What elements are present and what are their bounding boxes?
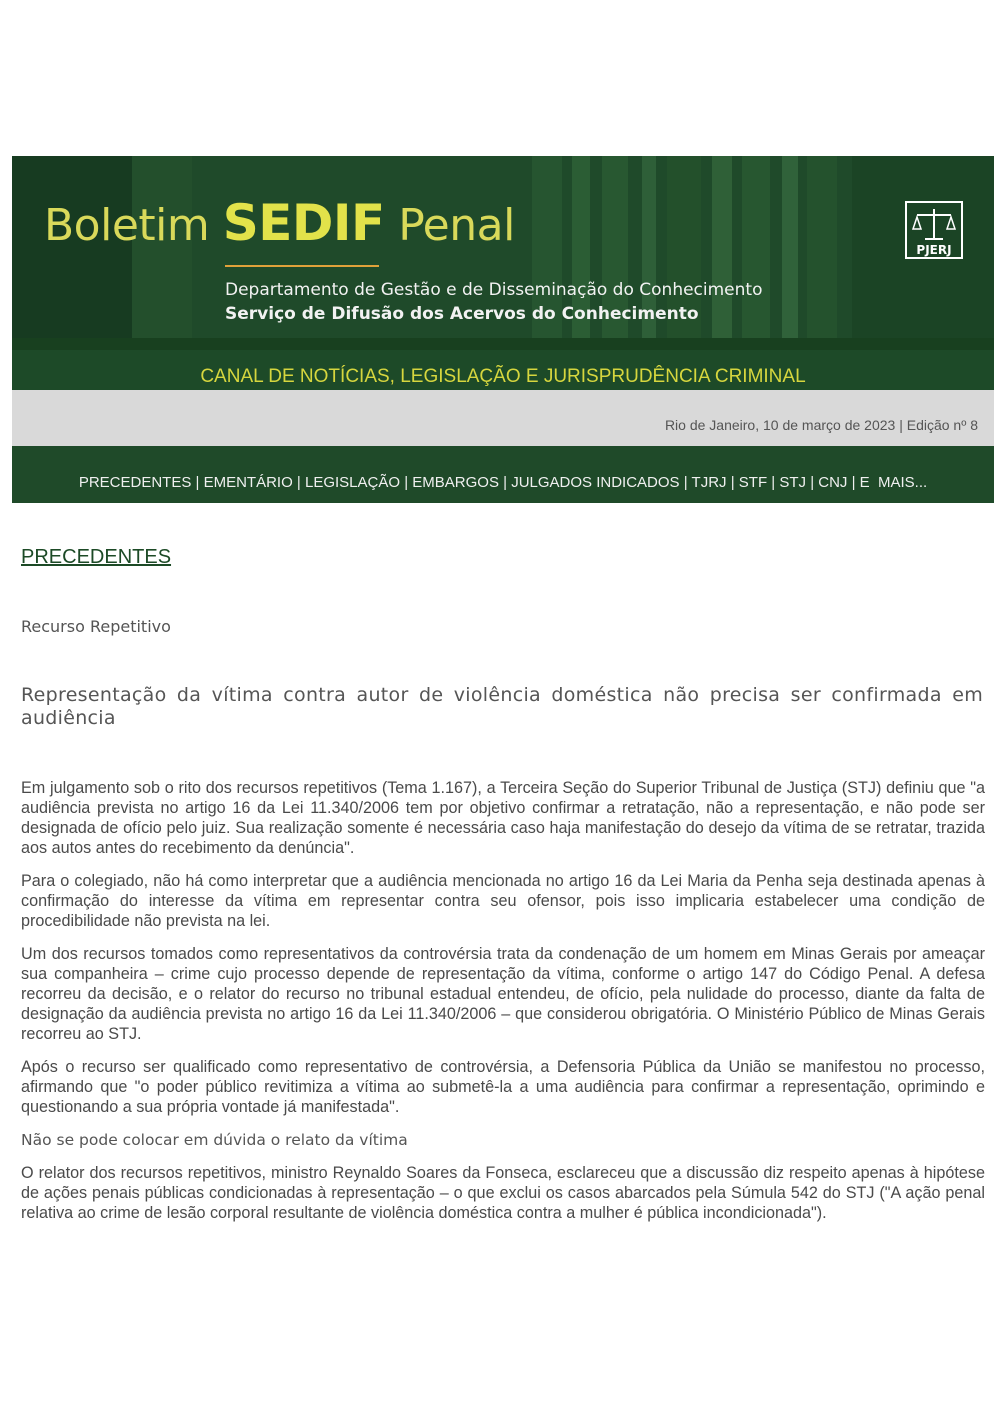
nav-link-tjrj[interactable]: TJRJ xyxy=(691,474,727,491)
department-name: Departamento de Gestão e de Disseminação do Conhecimento xyxy=(225,280,763,300)
service-name: Serviço de Difusão dos Acervos do Conhecimento xyxy=(225,304,699,324)
nav-separator: | xyxy=(847,474,860,491)
scales-of-justice-icon xyxy=(905,201,963,259)
logo-text: PJERJ xyxy=(916,243,952,257)
nav-separator: | xyxy=(726,474,739,491)
bulletin-title-suffix: Penal xyxy=(398,200,515,251)
nav-separator: | xyxy=(498,474,512,491)
nav-link-stj[interactable]: STJ xyxy=(779,474,807,491)
article-body xyxy=(21,778,985,1236)
article-paragraph: Um dos recursos tomados como representativos da controvérsia trata da condenação de um homem em Minas Gerais por ameaçar sua companheira – crime cujo processo depende de representação da vítima, conforme o artigo 147 do Código Penal. A defesa recorreu da decisão, e o relator do recurso no tribunal estadual entendeu, de ofício, pela nulidade do processo, diante da falta de designação da audiência prevista no artigo 16 da Lei 11.340/2006 – que considerou obrigatória. O Ministério Público de Minas Gerais recorreu ao STJ. xyxy=(21,945,985,1043)
nav-separator: | xyxy=(767,474,780,491)
edition-date: Rio de Janeiro, 10 de março de 2023 | Edição nº 8 xyxy=(664,417,978,433)
article-paragraph: Em julgamento sob o rito dos recursos repetitivos (Tema 1.167), a Terceira Seção do Superior Tribunal de Justiça (STJ) definiu que "a audiência prevista no artigo 16 da Lei 11.340/2006 tem por objetivo confirmar a retratação, não a representação, e não pode ser designada de ofício pelo juiz. Sua realização somente é necessária caso haja manifestação do desejo da vítima de se retratar, trazida aos autos antes do recebimento da denúncia". xyxy=(21,779,985,857)
channel-band xyxy=(12,350,994,390)
article-paragraph: Para o colegiado, não há como interpretar que a audiência mencionada no artigo 16 da Lei Maria da Penha seja destinada apenas à confirmação do interesse da vítima em representar contra seu ofensor, pois isso implicaria estabelecer uma condição de procedibilidade não prevista na lei. xyxy=(21,872,985,930)
nav-links xyxy=(12,474,994,491)
nav-link-e-mais[interactable]: E MAIS... xyxy=(859,474,928,491)
nav-separator: | xyxy=(191,474,204,491)
nav-link-precedentes[interactable]: PRECEDENTES xyxy=(78,474,192,491)
article-paragraph: O relator dos recursos repetitivos, ministro Reynaldo Soares da Fonseca, esclareceu que a discussão diz respeito apenas à hipótese de ações penais públicas condicionadas à representação – o que exclui os casos abarcados pela Súmula 542 do STJ ("A ação penal relativa ao crime de lesão corporal resultante de violência doméstica contra a mulher é pública incondicionada"). xyxy=(21,1164,985,1222)
nav-link-ement-rio[interactable]: EMENTÁRIO xyxy=(203,474,293,491)
nav-separator: | xyxy=(292,474,305,491)
nav-link-embargos[interactable]: EMBARGOS xyxy=(412,474,499,491)
article-category: Recurso Repetitivo xyxy=(21,617,171,636)
nav-separator: | xyxy=(806,474,819,491)
article-headline: Representação da vítima contra autor de violência doméstica não precisa ser confirmada em audiência xyxy=(21,684,983,729)
bulletin-title-bold: SEDIF xyxy=(222,194,385,252)
nav-separator: | xyxy=(679,474,692,491)
section-link-precedentes[interactable]: PRECEDENTES xyxy=(21,546,172,568)
nav-link-julgados-indicados[interactable]: JULGADOS INDICADOS xyxy=(511,474,680,491)
nav-bar xyxy=(12,446,994,503)
article-subheading: Não se pode colocar em dúvida o relato da vítima xyxy=(21,1131,408,1149)
bulletin-title xyxy=(44,194,515,252)
header-banner xyxy=(12,156,994,350)
date-band xyxy=(12,390,994,446)
nav-link-stf[interactable]: STF xyxy=(738,474,768,491)
nav-link-legisla-o[interactable]: LEGISLAÇÃO xyxy=(305,474,401,491)
nav-link-cnj[interactable]: CNJ xyxy=(818,474,848,491)
bulletin-title-prefix: Boletim xyxy=(44,200,210,251)
title-divider xyxy=(225,265,379,267)
nav-separator: | xyxy=(400,474,413,491)
channel-title: CANAL DE NOTÍCIAS, LEGISLAÇÃO E JURISPRUDÊNCIA CRIMINAL xyxy=(200,366,806,387)
article-paragraph: Após o recurso ser qualificado como representativo de controvérsia, a Defensoria Pública da União se manifestou no processo, afirmando que "o poder público revitimiza a vítima ao submetê-la a uma audiência para confirmar a representação, oprimindo e questionando a sua própria vontade já manifestada". xyxy=(21,1058,985,1116)
